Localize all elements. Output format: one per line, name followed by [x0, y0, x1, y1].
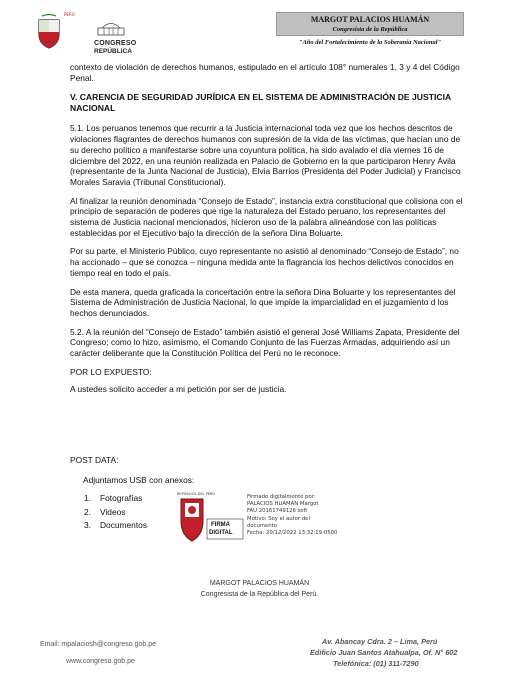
header-role: Congresista de la República	[332, 26, 408, 33]
signer-role: Congresista de la República del Perú.	[200, 591, 319, 598]
footer-phone: Telefónica: (01) 311-7290	[333, 659, 419, 668]
intro-paragraph: contexto de violación de derechos humanos, estipulado en el artículo 108° numerales 1, 3 y 4 del Código Penal.	[70, 62, 460, 83]
congress-wordmark: CONGRESO	[94, 40, 137, 47]
signature-info: Firmado digitalmente por: PALACIOS HUAMAN Margot FAU 20161749126 soft Motivo: Soy el autor del documento Fecha: 20/12/2022 13:32:19-0500	[247, 494, 338, 537]
stamp-label-firma: FIRMA	[211, 522, 230, 528]
stamp-top-text: REPÚBLICA DEL PERÚ	[177, 492, 215, 496]
paragraph-consejo: Al finalizar la reunión denominada “Consejo de Estado”, instancia extra constitucional que colisiona con el principio de separación de poderes que rige la naturaleza del Estado peruano, los representantes del sistema de Justicia nacional mencionados, hicieron uso de la palabra alineándose con las políticas establecidas por el Ejecutivo bajo la dirección de la señora Dina Boluarte.	[70, 195, 463, 238]
post-data-title: POST DATA:	[70, 455, 119, 465]
annex-list	[84, 492, 147, 533]
congress-building-icon	[96, 20, 126, 36]
congress-logo	[36, 10, 137, 55]
list-item: 2. Videos	[84, 506, 126, 517]
peru-seal-icon	[36, 14, 62, 50]
paragraph-ministerio: Por su parte, el Ministerio Público, cuyo representante no asistió al denominado “Consejo de Estado”, no ha accionado – que se conozca – ninguna medida ante la flagrancia los hechos delictivos conocidos en tiempo real en todo el país.	[70, 246, 459, 278]
paragraph-5-1: 5.1. Los peruanos tenemos que recurrir a la Justicia internacional toda vez que los hechos descritos de violaciones flagrantes de derechos humanos con supresión de la vida de las víctimas, que hacían uno de su derecho político a manifestarse sobre una coyuntura política, ha sido avalado el día viernes 16 de diciembre del 2022, en una reunión realizada en Palacio de Gobierno en la que participaron Henry Ávila (representante de la Junta Nacional de Justicia), Elvia Barrios (Presidenta del Poder Judicial) y Francisco Morales Saravia (Tribunal Constitucional).	[70, 123, 461, 187]
signer-name: MARGOT PALACIOS HUAMÁN	[209, 580, 310, 587]
section-title: V. CARENCIA DE SEGURIDAD JURÍDICA EN EL SISTEMA DE ADMINISTRACIÓN DE JUSTICIA NACIONAL	[70, 92, 451, 114]
footer-address-2: Edificio Juan Santos Atahualpa, Of. N° 602	[310, 648, 458, 657]
digital-signature	[175, 491, 375, 546]
annex-intro: Adjuntamos USB con anexos:	[83, 475, 195, 485]
por-lo-expuesto: POR LO EXPUESTO:	[70, 366, 152, 377]
list-item: 3. Documentos	[84, 520, 148, 530]
paragraph-concertacion: De esta manera, queda graficada la concertación entre la señora Dina Boluarte y los representantes del Sistema de Administración de Justicia Nacional, lo que impide la imparcialidad en el juzgamiento d los hechos denunciados.	[70, 286, 456, 318]
digital-signature-stamp-icon	[175, 491, 245, 546]
footer-address-1: Av. Abancay Cdra. 2 – Lima, Perú	[322, 637, 438, 646]
page-header	[0, 0, 519, 60]
header-title-box	[276, 12, 464, 50]
seal-text: PERÚ	[64, 12, 75, 17]
header-name: MARGOT PALACIOS HUAMÁN	[310, 15, 430, 24]
year-motto: "Año del Fortalecimiento de la Soberanía Nacional"	[298, 39, 442, 46]
stamp-label-digital: DIGITAL	[209, 530, 233, 536]
republic-wordmark: REPÚBLICA	[94, 48, 132, 55]
document-body	[70, 62, 465, 403]
list-item: 1. Fotografías	[84, 493, 143, 503]
request-paragraph: A ustedes solicito acceder a mi petición por ser de justicia.	[70, 384, 287, 395]
header-name-panel	[276, 12, 464, 36]
footer-web: www.congreso.gob.pe	[66, 658, 135, 665]
footer-email: Email: mpalaciosh@congreso.gob.pe	[40, 641, 157, 648]
paragraph-5-2: 5.2. A la reunión del “Consejo de Estado” también asistió el general José Williams Zapata, Presidente del Congreso; como lo hizo, asimismo, el Comando Conjunto de las Fuerzas Armadas, adquiriendo así un carácter deliberante que la Constitución Política del Perú no le reconoce.	[70, 326, 460, 359]
